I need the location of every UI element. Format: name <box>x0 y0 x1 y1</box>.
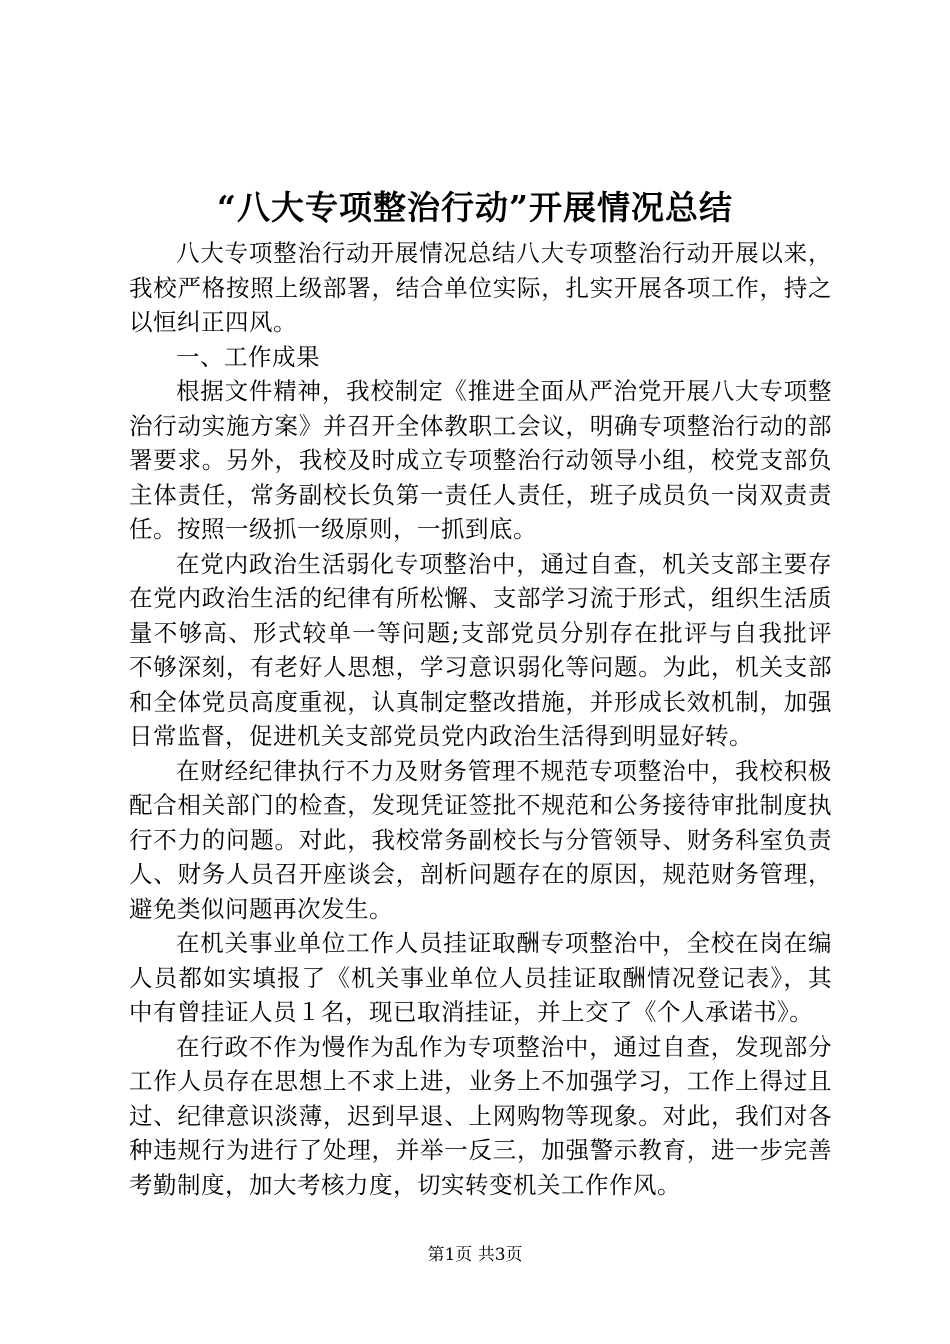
paragraph-intro: 八大专项整治行动开展情况总结八大专项整治行动开展以来，我校严格按照上级部署，结合单位实际，扎实开展各项工作，持之以恒纠正四风。 <box>129 239 832 336</box>
paragraph-implementation-plan: 根据文件精神，我校制定《推进全面从严治党开展八大专项整治行动实施方案》并召开全体教职工会议，明确专项整治行动的部署要求。另外，我校及时成立专项整治行动领导小组，校党支部负主体责任，常务副校长负第一责任人责任，班子成员负一岗双责责任。按照一级抓一级原则，一抓到底。 <box>129 377 832 543</box>
section-heading-work-results: 一、工作成果 <box>176 342 320 371</box>
paragraph-financial-discipline: 在财经纪律执行不力及财务管理不规范专项整治中，我校积极配合相关部门的检查，发现凭证签批不规范和公务接待审批制度执行不力的问题。对此，我校常务副校长与分管领导、财务科室负责人、财务人员召开座谈会，剖析问题存在的原因，规范财务管理，避免类似问题再次发生。 <box>129 756 832 923</box>
paragraph-administrative-inaction: 在行政不作为慢作为乱作为专项整治中，通过自查，发现部分工作人员存在思想上不求上进，业务上不加强学习，工作上得过且过、纪律意识淡薄，迟到早退、上网购物等现象。对此，我们对各种违规行为进行了处理，并举一反三，加强警示教育，进一步完善考勤制度，加大考核力度，切实转变机关工作作风。 <box>129 1032 832 1199</box>
page-number-footer: 第1页 共3页 <box>427 1245 523 1265</box>
paragraph-certificate-rental: 在机关事业单位工作人员挂证取酬专项整治中，全校在岗在编人员都如实填报了《机关事业单位人员挂证取酬情况登记表》，其中有曾挂证人员１名，现已取消挂证，并上交了《个人承诺书》。 <box>129 929 832 1026</box>
document-body <box>129 236 832 1202</box>
paragraph-party-political-life: 在党内政治生活弱化专项整治中，通过自查，机关支部主要存在党内政治生活的纪律有所松懈、支部学习流于形式，组织生活质量不够高、形式较单一等问题;支部党员分别存在批评与自我批评不够深刻，有老好人思想，学习意识弱化等问题。为此，机关支部和全体党员高度重视，认真制定整改措施，并形成长效机制，加强日常监督，促进机关支部党员党内政治生活得到明显好转。 <box>129 549 832 750</box>
document-title: “八大专项整治行动”开展情况总结 <box>217 188 733 227</box>
